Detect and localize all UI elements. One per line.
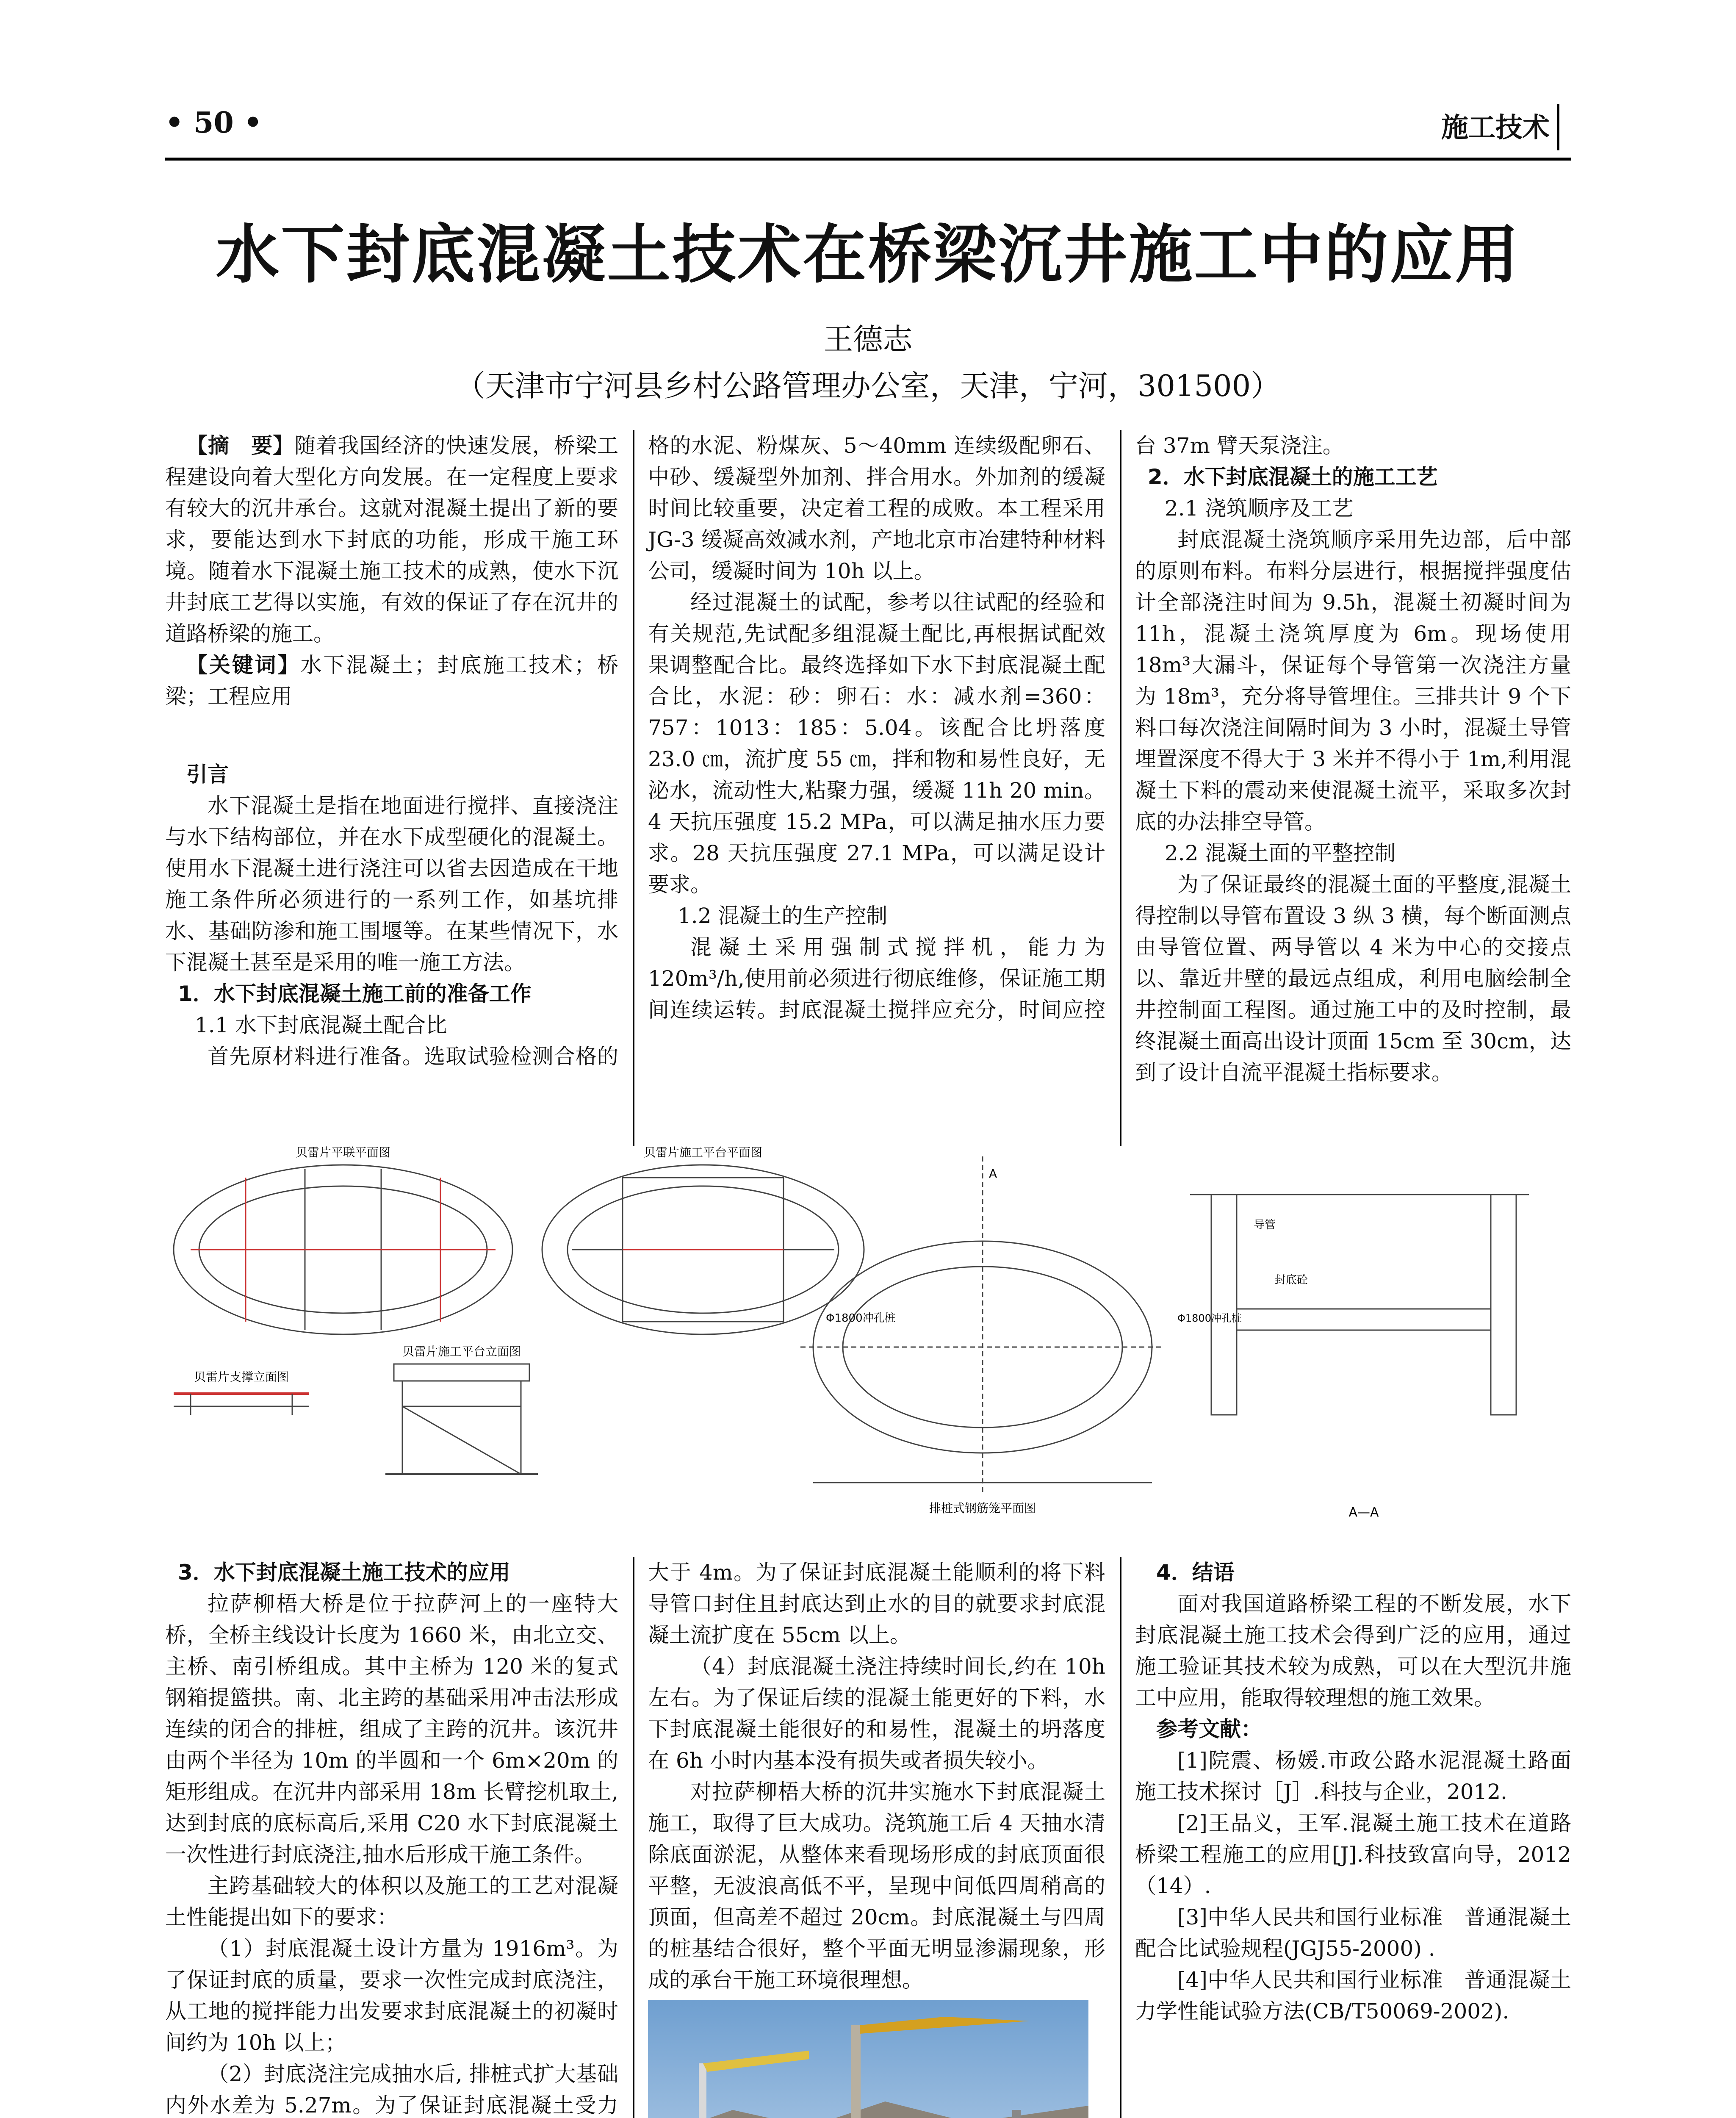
column-bottom-2 (648, 1557, 1105, 2118)
section-label: 施工技术 (1441, 112, 1550, 144)
header-rule (165, 158, 1571, 161)
fig5-label-phi: Φ1800冲孔桩 (826, 1312, 896, 1325)
drawing-pile-ring-plan (800, 1156, 1165, 1495)
sec3-paragraph-4: （2）封底浇注完成抽水后, 排桩式扩大基础内外水差为 5.27m。为了保证封底混凝土受力 (165, 2062, 618, 2118)
engineering-drawings (165, 1144, 1575, 1525)
drawing-ring-plan-1 (174, 1165, 512, 1334)
fig4-title: 贝雷片施工平台立面图 (402, 1345, 521, 1358)
page-number: • 50 • (165, 106, 262, 140)
sec3-paragraph-1: 拉萨柳梧大桥是位于拉萨河上的一座特大桥，全桥主线设计长度为 1660 米，由北立交、主桥、南引桥组成。其中主桥为 120 米的复式钢箱提篮拱。南、北主跨的基础采用冲击法形成连续的闭合的排桩，组成了主跨的沉井。该沉井由两个半径为 10m 的半圆和一个 6m×20m 的矩形组成。在沉井内部采用 18m 长臂挖机取土,达到封底的底标高后,采用 C20 水下封底混凝土一次性进行封底浇注,抽水后形成干施工条件。 (165, 1591, 618, 1867)
sec2-sub1: 2.1 浇筑顺序及工艺 (1165, 496, 1354, 521)
keywords (165, 649, 618, 712)
abstract (165, 430, 618, 649)
drawing-section-a-a (1190, 1195, 1529, 1415)
intro-paragraph: 水下混凝土是指在地面进行搅拌、直接浇注与水下结构部位，并在水下成型硬化的混凝土。使用水下混凝土进行浇注可以省去因造成在干地施工条件所必须进行的一系列工作，如基坑排水、基础防渗和施工围堰等。在某些情况下，水下混凝土甚至是采用的唯一施工方法。 (165, 793, 618, 975)
sec3-paragraph-3: （1）封底混凝土设计方量为 1916m³。为了保证封底的质量，要求一次性完成封底浇注，从工地的搅拌能力出发要求封底混凝土的初凝时间约为 10h 以上； (165, 1936, 618, 2055)
article-author: 王德志 (823, 322, 913, 357)
construction-photo (648, 2000, 1088, 2118)
column-top-1 (165, 430, 618, 1072)
sec2-paragraph-2: 为了保证最终的混凝土面的平整度,混凝土得控制以导管布置设 3 纵 3 横，每个断面测点由导管位置、两导管以 4 米为中心的交接点以、靠近井壁的最远点组成，利用电脑绘制全井控制面工程图。通过施工中的及时控制，最终混凝土面高出设计顶面 15cm 至 30cm，达到了设计自流平混凝土指标要求。 (1135, 872, 1571, 1085)
abstract-label: 【摘 要】 (186, 433, 295, 458)
drawing-truss-elevation (174, 1394, 309, 1415)
keywords-text: 水下混凝土；封底施工技术；桥梁；工程应用 (165, 653, 619, 709)
sec1-paragraph-1: 首先原材料进行准备。选取试验检测合格的 (208, 1044, 618, 1069)
column-divider (633, 1557, 634, 2118)
sec2-heading: 2．水下封底混凝土的施工工艺 (1148, 465, 1438, 489)
sec4-paragraph-1: 面对我国道路桥梁工程的不断发展，水下封底混凝土施工技术会得到广泛的应用，通过施工验证其技术较为成熟，可以在大型沉井施工中应用，能取得较理想的施工效果。 (1135, 1591, 1571, 1710)
refs-heading: 参考文献： (1156, 1717, 1262, 1741)
sec1-sub2: 1.2 混凝土的生产控制 (678, 904, 888, 928)
sec1-heading: 1．水下封底混凝土施工前的准备工作 (178, 981, 532, 1006)
fig5-title: 排桩式钢筋笼平面图 (929, 1501, 1036, 1515)
sec2-sub2: 2.2 混凝土面的平整控制 (1165, 841, 1396, 865)
sec2-paragraph-1: 封底混凝土浇筑顺序采用先边部，后中部的原则布料。布料分层进行，根据搅拌强度估计全部浇注时间为 9.5h，混凝土初凝时间为 11h，混凝土浇筑厚度为 6m。现场使用 18m³大漏斗，保证每个导管第一次浇注方量为 18m³，充分将导管埋住。三排共计 9 个下料口每次浇注间隔时间为 3 小时，混凝土导管埋置深度不得大于 3 米并不得小于 1m,利用混凝土下料的震动来使混凝土流平，采取多次封底的办法排空导管。 (1135, 527, 1571, 834)
reference-1: [1]院震、杨媛.市政公路水泥混凝土路面施工技术探讨［J］.科技与企业，2012. (1135, 1748, 1571, 1804)
reference-3: [3]中华人民共和国行业标准 普通混凝土配合比试验规程(JGJ55-2000) . (1135, 1905, 1571, 1961)
column-divider (1120, 1557, 1121, 2118)
column-top-2 (648, 430, 1105, 1026)
article-title: 水下封底混凝土技术在桥梁沉井施工中的应用 (216, 218, 1520, 292)
fig6-label-guan: 导管 (1254, 1219, 1276, 1231)
sec1-paragraph-1-cont: 格的水泥、粉煤灰、5～40mm 连续级配卵石、中砂、缓凝型外加剂、拌合用水。外加剂的缓凝时间比较重要，决定着工程的成败。本工程采用 JG-3 缓凝高效减水剂，产地北京市冶建特种材料公司，缓凝时间为 10h 以上。 (648, 433, 1105, 583)
fig5-label-a: A (989, 1167, 997, 1181)
column-bottom-1 (165, 1557, 618, 2118)
fig3-title: 贝雷片支撑立面图 (194, 1370, 289, 1384)
fig6-label-fengdi: 封底砼 (1275, 1274, 1308, 1286)
sec3-paragraph-2: 主跨基础较大的体积以及施工的工艺对混凝土性能提出如下的要求： (165, 1874, 618, 1929)
abstract-text: 随着我国经济的快速发展，桥梁工程建设向着大型化方向发展。在一定程度上要求有较大的沉井承台。这就对混凝土提出了新的要求，要能达到水下封底的功能，形成干施工环境。随着水下混凝土施工技术的成熟，使水下沉井封底工艺得以实施，有效的保证了存在沉井的道路桥梁的施工。 (165, 433, 619, 646)
keywords-label: 【关键词】 (186, 652, 301, 677)
fig2-title: 贝雷片施工平台平面图 (643, 1145, 763, 1159)
column-top-3 (1135, 430, 1571, 1088)
intro-heading: 引言 (186, 762, 229, 787)
sec1-paragraph-2: 经过混凝土的试配，参考以往试配的经验和有关规范,先试配多组混凝土配比,再根据试配效果调整配合比。最终选择如下水下封底混凝土配合比，水泥：砂：卵石：水：减水剂=360：757：1013：185：5.04。该配合比坍落度 23.0 ㎝，流扩度 55 ㎝，拌和物和易性良好，无泌水，流动性大,粘聚力强，缓凝 11h 20 min。4 天抗压强度 15.2 MPa，可以满足抽水压力要求。28 天抗压强度 27.1 MPa，可以满足设计要求。 (648, 590, 1105, 897)
reference-4: [4]中华人民共和国行业标准 普通混凝土力学性能试验方法(CB/T50069-2002). (1135, 1968, 1571, 2024)
drawing-platform-elevation (385, 1364, 538, 1474)
column-divider (1120, 430, 1121, 1146)
fig6-section-label: A—A (1348, 1505, 1379, 1520)
fig6-label-phi: Φ1800冲孔桩 (1177, 1312, 1242, 1324)
sec3-paragraph-5-cont: 大于 4m。为了保证封底混凝土能顺利的将下料导管口封住且封底达到止水的目的就要求封底混凝土流扩度在 55cm 以上。 (648, 1560, 1105, 1647)
fig1-title: 贝雷片平联平面图 (295, 1145, 391, 1159)
sec1-paragraph-3: 混凝土采用强制式搅拌机，能力为 120m³/h,使用前必须进行彻底维修，保证施工期间连续运转。封底混凝土搅拌应充分，时间应控 (648, 935, 1105, 1022)
header-bar (1557, 104, 1559, 150)
article-affiliation: （天津市宁河县乡村公路管理办公室，天津，宁河，301500） (455, 369, 1281, 403)
sec1-sub1: 1.1 水下封底混凝土配合比 (195, 1013, 447, 1037)
reference-2: [2]王品义，王军.混凝土施工技术在道路桥梁工程施工的应用[J].科技致富向导，2012（14）. (1135, 1811, 1571, 1898)
column-bottom-3 (1135, 1557, 1571, 2027)
sec3-paragraph-7: 对拉萨柳梧大桥的沉井实施水下封底混凝土施工，取得了巨大成功。浇筑施工后 4 天抽水清除底面淤泥，从整体来看现场形成的封底顶面很平整，无波浪高低不平，呈现中间低四周稍高的顶面，但高差不超过 20cm。封底混凝土与四周的桩基结合很好，整个平面无明显渗漏现象，形成的承台干施工环境很理想。 (648, 1780, 1105, 1992)
sec4-heading: 4．结语 (1156, 1560, 1235, 1585)
sec3-heading: 3．水下封底混凝土施工技术的应用 (178, 1560, 510, 1585)
drawing-ring-plan-2 (542, 1165, 864, 1334)
sec1-paragraph-3-cont: 台 37m 臂天泵浇注。 (1135, 433, 1344, 458)
column-divider (633, 430, 634, 1146)
sec3-paragraph-6: （4）封底混凝土浇注持续时间长,约在 10h 左右。为了保证后续的混凝土能更好的下料，水下封底混凝土能很好的和易性，混凝土的坍落度在 6h 小时内基本没有损失或者损失较小。 (648, 1654, 1105, 1773)
